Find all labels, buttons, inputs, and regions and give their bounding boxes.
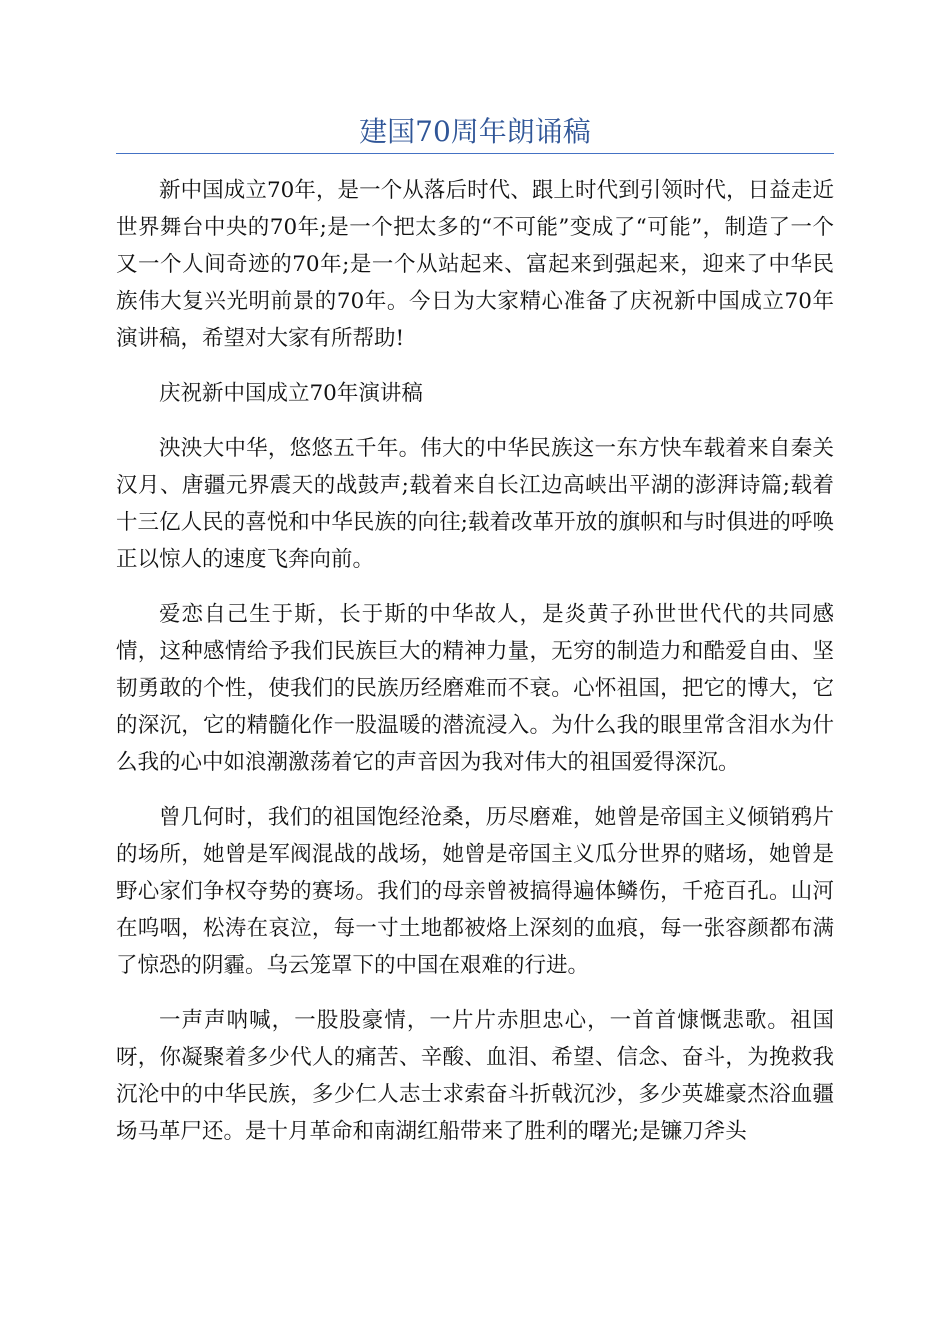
paragraph-4: 曾几何时，我们的祖国饱经沧桑，历尽磨难，她曾是帝国主义倾销鸦片的场所，她曾是军阀混战的战场，她曾是帝国主义瓜分世界的赌场，她曾是野心家们争权夺势的赛场。我们的母亲曾被搞得遍体鳞伤，千疮百孔。山河在呜咽，松涛在哀泣，每一寸土地都被烙上深刻的血痕，每一张容颜都布满了惊恐的阴霾。乌云笼罩下的中国在艰难的行进。 [116,805,834,978]
paragraph-2: 泱泱大中华，悠悠五千年。伟大的中华民族这一东方快车载着来自秦关汉月、唐疆元界震天的战鼓声;载着来自长江边高峡出平湖的澎湃诗篇;载着十三亿人民的喜悦和中华民族的向往;载着改革开放的旗帜和与时俱进的呼唤正以惊人的速度飞奔向前。 [116,436,834,572]
paragraph-subtitle: 庆祝新中国成立70年演讲稿 [159,381,423,406]
paragraph-5: 一声声呐喊，一股股豪情，一片片赤胆忠心，一首首慷慨悲歌。祖国呀，你凝聚着多少代人的痛苦、辛酸、血泪、希望、信念、奋斗，为挽救我沉沦中的中华民族，多少仁人志士求索奋斗折戟沉沙，多少英雄豪杰浴血疆场马革尸还。是十月革命和南湖红船带来了胜利的曙光;是镰刀斧头 [116,1008,834,1144]
paragraph-3: 爱恋自己生于斯，长于斯的中华故人，是炎黄子孙世世代代的共同感情，这种感情给予我们民族巨大的精神力量，无穷的制造力和酷爱自由、坚韧勇敢的个性，使我们的民族历经磨难而不衰。心怀祖国，把它的博大，它的深沉，它的精髓化作一股温暖的潜流浸入。为什么我的眼里常含泪水为什么我的心中如浪潮激荡着它的声音因为我对伟大的祖国爱得深沉。 [116,602,834,775]
paragraph-intro: 新中国成立70年，是一个从落后时代、跟上时代到引领时代，日益走近世界舞台中央的70年;是一个把太多的“不可能”变成了“可能”，制造了一个又一个人间奇迹的70年;是一个从站起来、富起来到强起来，迎来了中华民族伟大复兴光明前景的70年。今日为大家精心准备了庆祝新中国成立70年演讲稿，希望对大家有所帮助! [116,178,834,351]
document-title: 建国70周年朗诵稿 [359,115,591,148]
document-body [116,172,834,1168]
title-underline [116,153,834,154]
